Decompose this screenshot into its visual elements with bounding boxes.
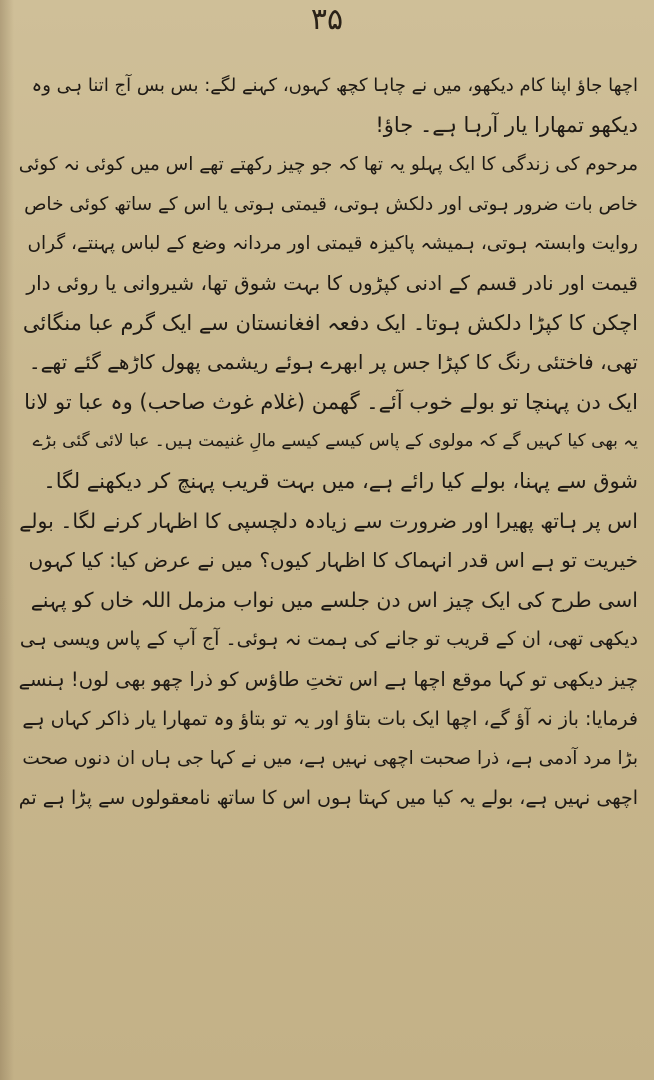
- text-line: شوق سے پہنا، بولے کیا رائے ہے، میں بہت قریب پہنچ کر دیکھنے لگا۔: [43, 468, 638, 493]
- text-line: بڑا مرد آدمی ہے، ذرا صحبت اچھی نہیں ہے، میں نے کہا جی ہاں ان دنوں صحت: [22, 748, 638, 770]
- text-line: خاص بات ضرور ہوتی اور دلکش ہوتی، قیمتی ہوتی یا اس کے ساتھ کوئی خاص: [24, 193, 638, 215]
- text-line: مرحوم کی زندگی کا ایک پہلو یہ تھا کہ جو چیز رکھتے تھے اس میں کوئی نہ کوئی: [18, 154, 638, 176]
- page-edge-shadow: [0, 0, 14, 1080]
- text-line: دیکھو تمھارا یار آرہا ہے۔ جاؤ!: [375, 112, 638, 137]
- body-text: [18, 66, 638, 818]
- text-line: ایک دن پہنچا تو بولے خوب آئے۔ گھمن (غلام غوث صاحب) وہ عبا تو لانا: [24, 389, 638, 414]
- text-line: اچکن کا کپڑا دلکش ہوتا۔ ایک دفعہ افغانستان سے ایک گرم عبا منگائی: [22, 310, 638, 335]
- text-line: دیکھی تھی، ان کے قریب تو جانے کی ہمت نہ ہوئی۔ آج آپ کے پاس ویسی ہی: [19, 628, 638, 651]
- page-number: ۳۵: [310, 2, 344, 37]
- text-line: اس پر ہاتھ پھیرا اور ضرورت سے زیادہ دلچسپی کا اظہار کرنے لگا۔ بولے: [19, 508, 638, 533]
- text-line: خیریت تو ہے اس قدر انہماک کا اظہار کیوں؟ میں نے عرض کیا: کیا کہوں: [28, 548, 638, 573]
- text-line: روایت وابستہ ہوتی، ہمیشہ پاکیزہ قیمتی اور مردانہ وضع کے لباس پہنتے، گراں: [27, 233, 638, 255]
- text-line: یہ بھی کیا کہیں گے کہ مولوی کے پاس کیسے کیسے مالِ غنیمت ہیں۔ عبا لائی گئی بڑے: [32, 431, 638, 452]
- text-line: چیز دیکھی تو کہا موقع اچھا ہے اس تختِ طاؤس کو ذرا چھو بھی لوں! ہنسے: [18, 667, 638, 691]
- text-line: قیمت اور نادر قسم کے ادنی کپڑوں کا بہت شوق تھا، شیروانی یا روئی دار: [26, 270, 638, 295]
- text-line: اچھی نہیں ہے، بولے یہ کیا میں کہتا ہوں اس کا ساتھ نامعقولوں سے پڑا ہے تم: [18, 786, 638, 809]
- text-line: اچھا جاؤ اپنا کام دیکھو، میں نے چاہا کچھ کہوں، کہنے لگے: بس بس آج اتنا ہی وہ: [31, 75, 638, 96]
- text-line: فرمایا: باز نہ آؤ گے، اچھا ایک بات بتاؤ اور یہ تو بتاؤ وہ تمھارا یار ذاکر کہاں ہے: [22, 707, 638, 730]
- text-line: اسی طرح کی ایک چیز اس دن جلسے میں نواب مزمل اللہ خاں کو پہنے: [30, 587, 638, 612]
- text-line: تھی، فاختئی رنگ کا کپڑا جس پر ابھرے ہوئے ریشمی پھول کاڑھے گئے تھے۔: [28, 350, 638, 375]
